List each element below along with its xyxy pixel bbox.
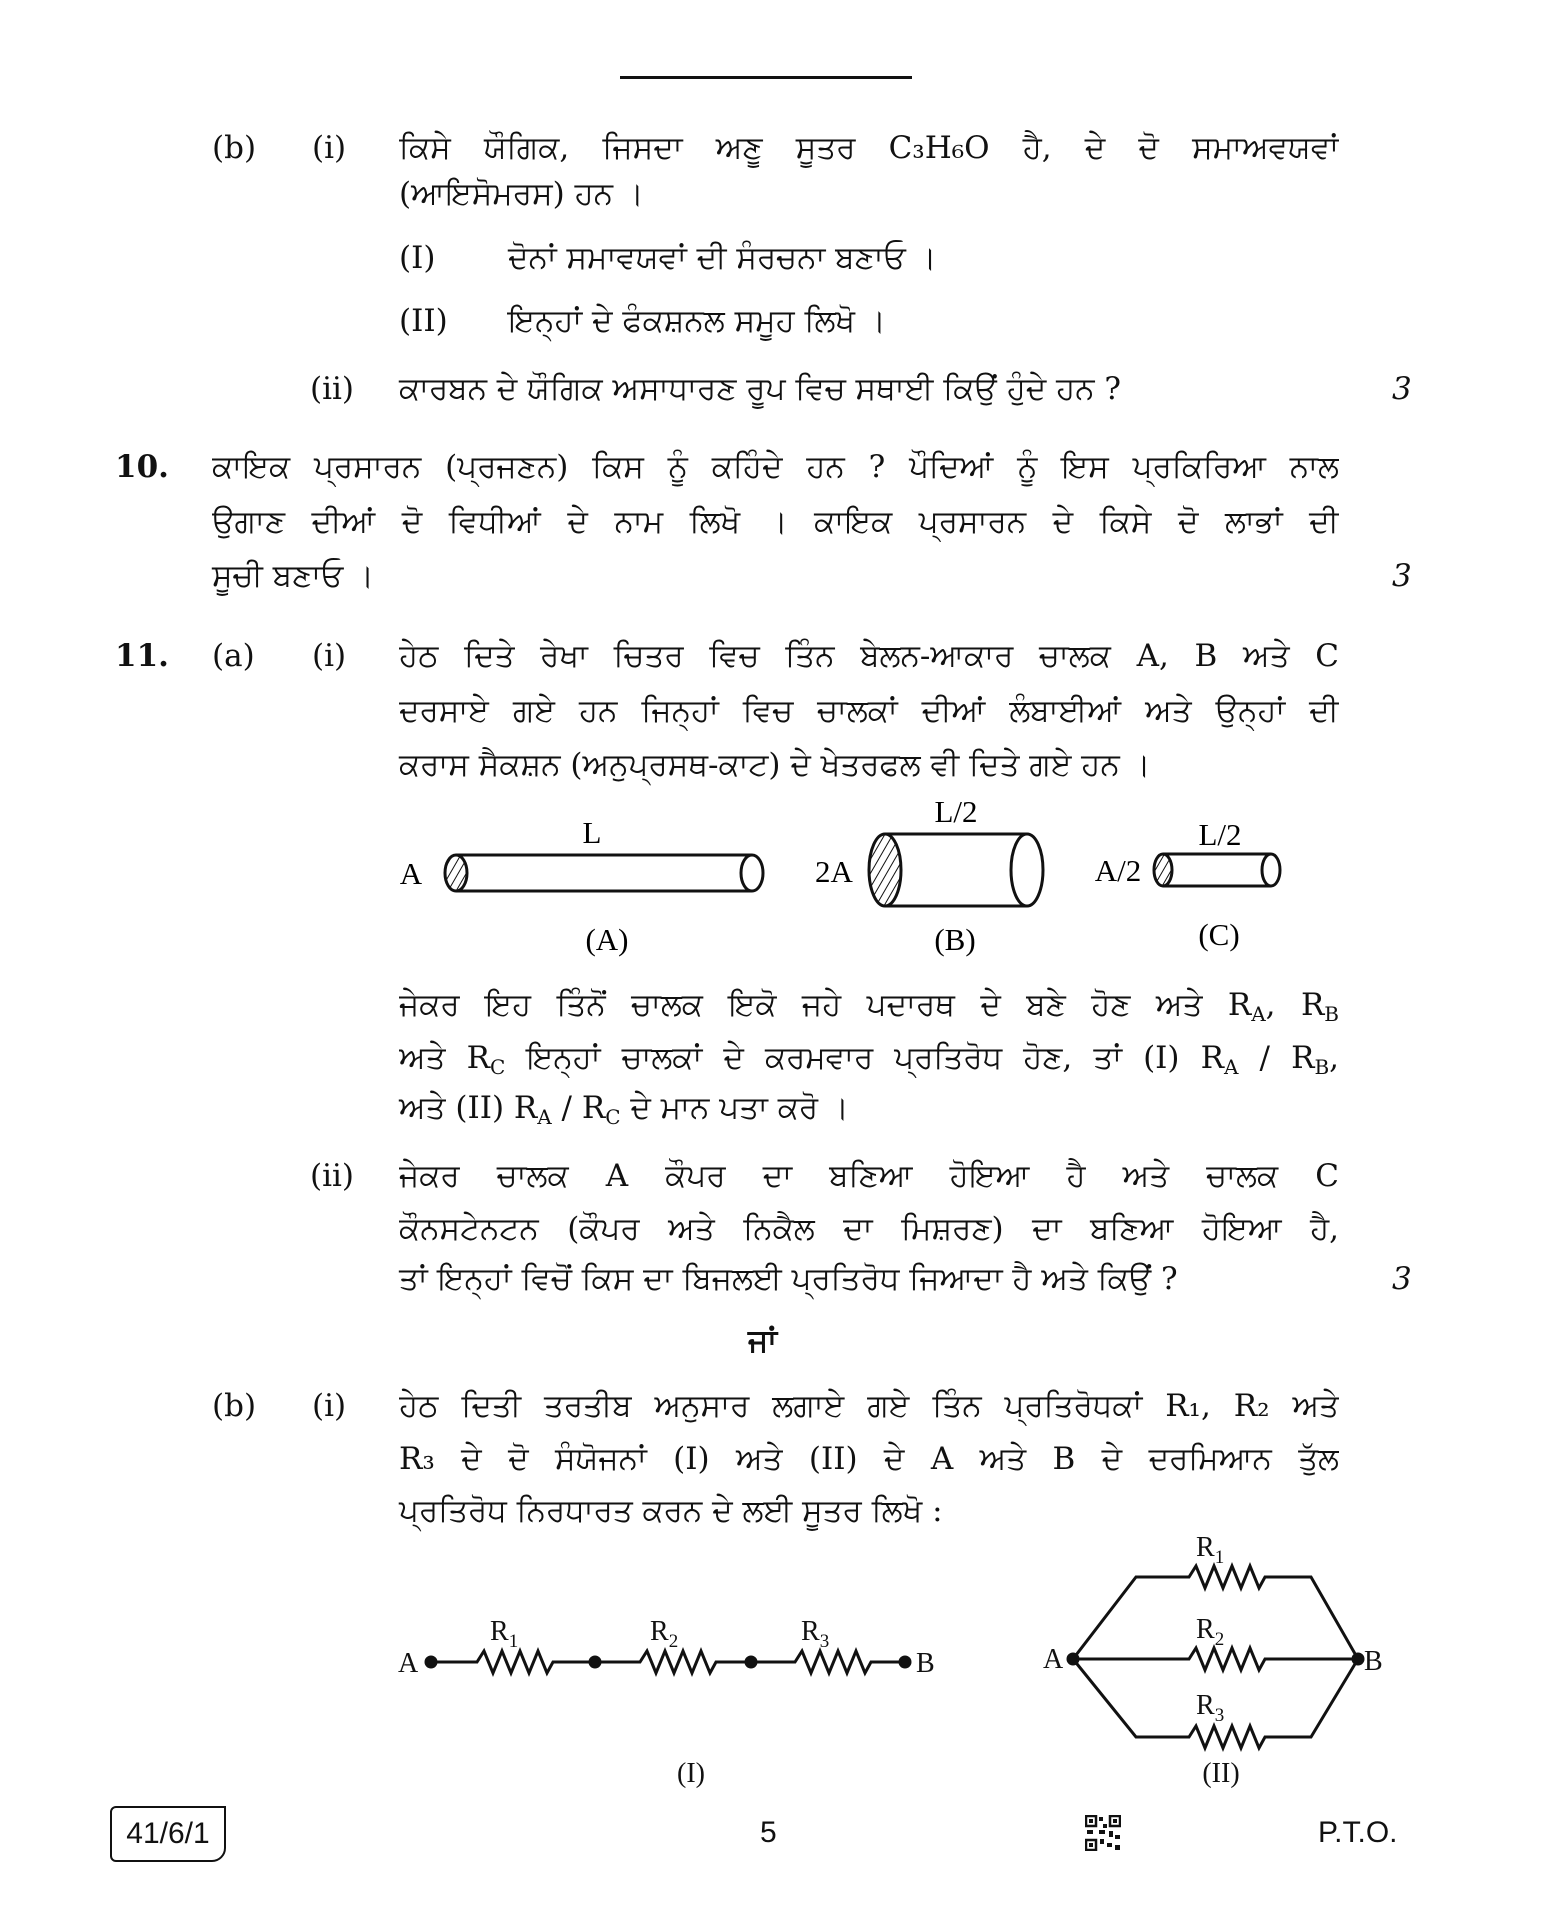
q11a-ii-line2: ਕੌਨਸਟੇਨਟਨ (ਕੌਪਰ ਅਤੇ ਨਿਕੈਲ ਦਾ ਮਿਸ਼ਰਣ) ਦਾ ਬਣਿਆ ਹੋਇਆ ਹੈ, [399, 1211, 1339, 1247]
text: , R [1265, 987, 1325, 1023]
paper-code: 41/6/1 [110, 1806, 226, 1862]
q11a-i-label: (i) [312, 638, 347, 674]
q10-line3: ਸੂਚੀ ਬਣਾਓ । [212, 558, 375, 594]
conductor-b-caption: (B) [934, 922, 976, 957]
subscript: B [1324, 1002, 1339, 1025]
q11b-i-line1: ਹੇਠ ਦਿਤੀ ਤਰਤੀਬ ਅਨੁਸਾਰ ਲਗਾਏ ਗਏ ਤਿੰਨ ਪ੍ਰਤਿਰੋਧਕਾਂ R₁, R₂ ਅਤੇ [399, 1388, 1339, 1424]
parallel-r2-label: $R_2$ [1196, 1614, 1225, 1650]
q9b-i-line2: (ਆਇਸੋਮਰਸ) ਹਨ । [399, 176, 644, 212]
series-circuit [426, 1651, 910, 1673]
resistor-circuits [0, 1520, 1547, 1810]
q11a-ii-line1: ਜੇਕਰ ਚਾਲਕ A ਕੌਪਰ ਦਾ ਬਣਿਆ ਹੋਇਆ ਹੈ ਅਤੇ ਚਾਲਕ C [399, 1158, 1339, 1194]
series-r2-label: $R_2$ [650, 1616, 679, 1652]
parallel-r1-label: $R_1$ [1196, 1532, 1225, 1568]
q9b-i-label: (i) [312, 130, 347, 166]
pto-label: P.T.O. [1318, 1816, 1398, 1849]
conductor-a-caption: (A) [585, 922, 629, 957]
text: / R [1238, 1040, 1315, 1076]
q9b-ii-text: ਕਾਰਬਨ ਦੇ ਯੌਗਿਕ ਅਸਾਧਾਰਣ ਰੂਪ ਵਿਚ ਸਥਾਈ ਕਿਉਂ ਹੁੰਦੇ ਹਨ ? [399, 371, 1121, 407]
series-caption: (I) [677, 1758, 705, 1789]
q11a-ii-line3: ਤਾਂ ਇਨ੍ਹਾਂ ਵਿਚੋਂ ਕਿਸ ਦਾ ਬਿਜਲਈ ਪ੍ਰਤਿਰੋਧ ਜਿਆਦਾ ਹੈ ਅਤੇ ਕਿਉਂ ? [399, 1261, 1178, 1297]
q11a-i-line1: ਹੇਠ ਦਿਤੇ ਰੇਖਾ ਚਿਤਰ ਵਿਚ ਤਿੰਨ ਬੇਲਨ-ਆਕਾਰ ਚਾਲਕ A, B ਅਤੇ C [399, 638, 1339, 674]
q11b-i-label: (i) [312, 1388, 347, 1424]
q11b-label: (b) [212, 1388, 257, 1424]
q10-number: 10. [115, 449, 169, 485]
conductor-c-caption: (C) [1198, 917, 1240, 952]
q11a-i-after-line2 [399, 1038, 1339, 1078]
parallel-caption: (II) [1202, 1758, 1240, 1789]
conductor-c-area: A/2 [1094, 853, 1142, 888]
series-b-label: B [916, 1648, 935, 1679]
text: ਅਤੇ R [399, 1040, 490, 1076]
q11a-ii-label: (ii) [310, 1158, 355, 1194]
q11a-i-after-line1 [399, 985, 1339, 1025]
subscript: C [605, 1105, 621, 1129]
conductor-a-length: L [582, 815, 602, 850]
subscript: A [537, 1105, 552, 1129]
q9b-i-I-text: ਦੋਨਾਂ ਸਮਾਵਯਵਾਂ ਦੀ ਸੰਰਚਨਾ ਬਣਾਓ । [508, 240, 937, 276]
conductor-a [445, 855, 763, 891]
subscript: C [489, 1055, 506, 1078]
q9b-label: (b) [212, 130, 257, 166]
q9b-marks: 3 [1392, 371, 1412, 407]
subscript: A [1251, 1002, 1266, 1025]
q11a-i-line3: ਕਰਾਸ ਸੈਕਸ਼ਨ (ਅਨੁਪ੍ਰਸਥ-ਕਾਟ) ਦੇ ਖੇਤਰਫਲ ਵੀ ਦਿਤੇ ਗਏ ਹਨ । [399, 747, 1151, 783]
q9b-i-line1: ਕਿਸੇ ਯੌਗਿਕ, ਜਿਸਦਾ ਅਣੂ ਸੂਤਰ C₃H₆O ਹੈ, ਦੇ ਦੋ ਸਮਾਅਵਯਵਾਂ [399, 130, 1339, 166]
q11a-label: (a) [212, 638, 255, 674]
q11a-i-line2: ਦਰਸਾਏ ਗਏ ਹਨ ਜਿਨ੍ਹਾਂ ਵਿਚ ਚਾਲਕਾਂ ਦੀਆਂ ਲੰਬਾਈਆਂ ਅਤੇ ਉਨ੍ਹਾਂ ਦੀ [399, 693, 1339, 729]
conductor-b-area: 2A [815, 854, 853, 889]
q10-line2: ਉਗਾਣ ਦੀਆਂ ਦੋ ਵਿਧੀਆਂ ਦੇ ਨਾਮ ਲਿਖੋ । ਕਾਇਕ ਪ੍ਰਸਾਰਨ ਦੇ ਕਿਸੇ ਦੋ ਲਾਭਾਂ ਦੀ [212, 504, 1339, 540]
q9b-i-II-label: (II) [399, 303, 448, 339]
conductor-a-area: A [399, 856, 423, 891]
q9b-ii-label: (ii) [310, 371, 355, 407]
q9b-i-II-text: ਇਨ੍ਹਾਂ ਦੇ ਫੰਕਸ਼ਨਲ ਸਮੂਹ ਲਿਖੋ । [508, 303, 886, 339]
q9b-i-I-label: (I) [399, 240, 436, 276]
parallel-a-label: A [1043, 1644, 1064, 1675]
parallel-b-label: B [1364, 1646, 1383, 1677]
or-separator: ਜਾਂ [748, 1323, 778, 1359]
text: ਜੇਕਰ ਇਹ ਤਿੰਨੋਂ ਚਾਲਕ ਇਕੋ ਜਹੇ ਪਦਾਰਥ ਦੇ ਬਣੇ ਹੋਣ ਅਤੇ R [399, 987, 1252, 1023]
text: , [1329, 1040, 1339, 1076]
page-number: 5 [760, 1816, 777, 1849]
q11a-i-after-line3 [399, 1088, 1339, 1128]
qr-code-icon [1085, 1815, 1121, 1851]
series-r3-label: $R_3$ [801, 1616, 830, 1652]
q11b-i-line3: ਪ੍ਰਤਿਰੋਧ ਨਿਰਧਾਰਤ ਕਰਨ ਦੇ ਲਈ ਸੂਤਰ ਲਿਖੋ : [399, 1493, 943, 1529]
conductor-c-length: L/2 [1198, 817, 1242, 852]
text: ਇਨ੍ਹਾਂ ਚਾਲਕਾਂ ਦੇ ਕਰਮਵਾਰ ਪ੍ਰਤਿਰੋਧ ਹੋਣ, ਤਾਂ (I) R [505, 1040, 1224, 1076]
series-r1-label: $R_1$ [490, 1616, 519, 1652]
subscript: B [1314, 1055, 1330, 1078]
q10-marks: 3 [1392, 558, 1412, 594]
text: ਅਤੇ (II) R [399, 1090, 538, 1126]
subscript: A [1223, 1055, 1239, 1078]
q11-number: 11. [115, 638, 169, 674]
parallel-r3-label: $R_3$ [1196, 1690, 1225, 1726]
q11b-i-line2: R₃ ਦੇ ਦੋ ਸੰਯੋਜਨਾਂ (I) ਅਤੇ (II) ਦੇ A ਅਤੇ B ਦੇ ਦਰਮਿਆਨ ਤੁੱਲ [399, 1441, 1339, 1477]
conductor-b [869, 834, 1043, 906]
q11a-marks: 3 [1392, 1261, 1412, 1297]
q10-line1: ਕਾਇਕ ਪ੍ਰਸਾਰਨ (ਪ੍ਰਜਣਨ) ਕਿਸ ਨੂੰ ਕਹਿੰਦੇ ਹਨ ? ਪੌਦਿਆਂ ਨੂੰ ਇਸ ਪ੍ਰਕਿਰਿਆ ਨਾਲ [212, 449, 1339, 485]
conductor-c [1154, 854, 1280, 886]
conductor-b-length: L/2 [934, 794, 978, 829]
text: / R [551, 1090, 606, 1126]
series-a-label: A [398, 1648, 419, 1679]
text: ਦੇ ਮਾਨ ਪਤਾ ਕਰੋ । [620, 1090, 849, 1126]
